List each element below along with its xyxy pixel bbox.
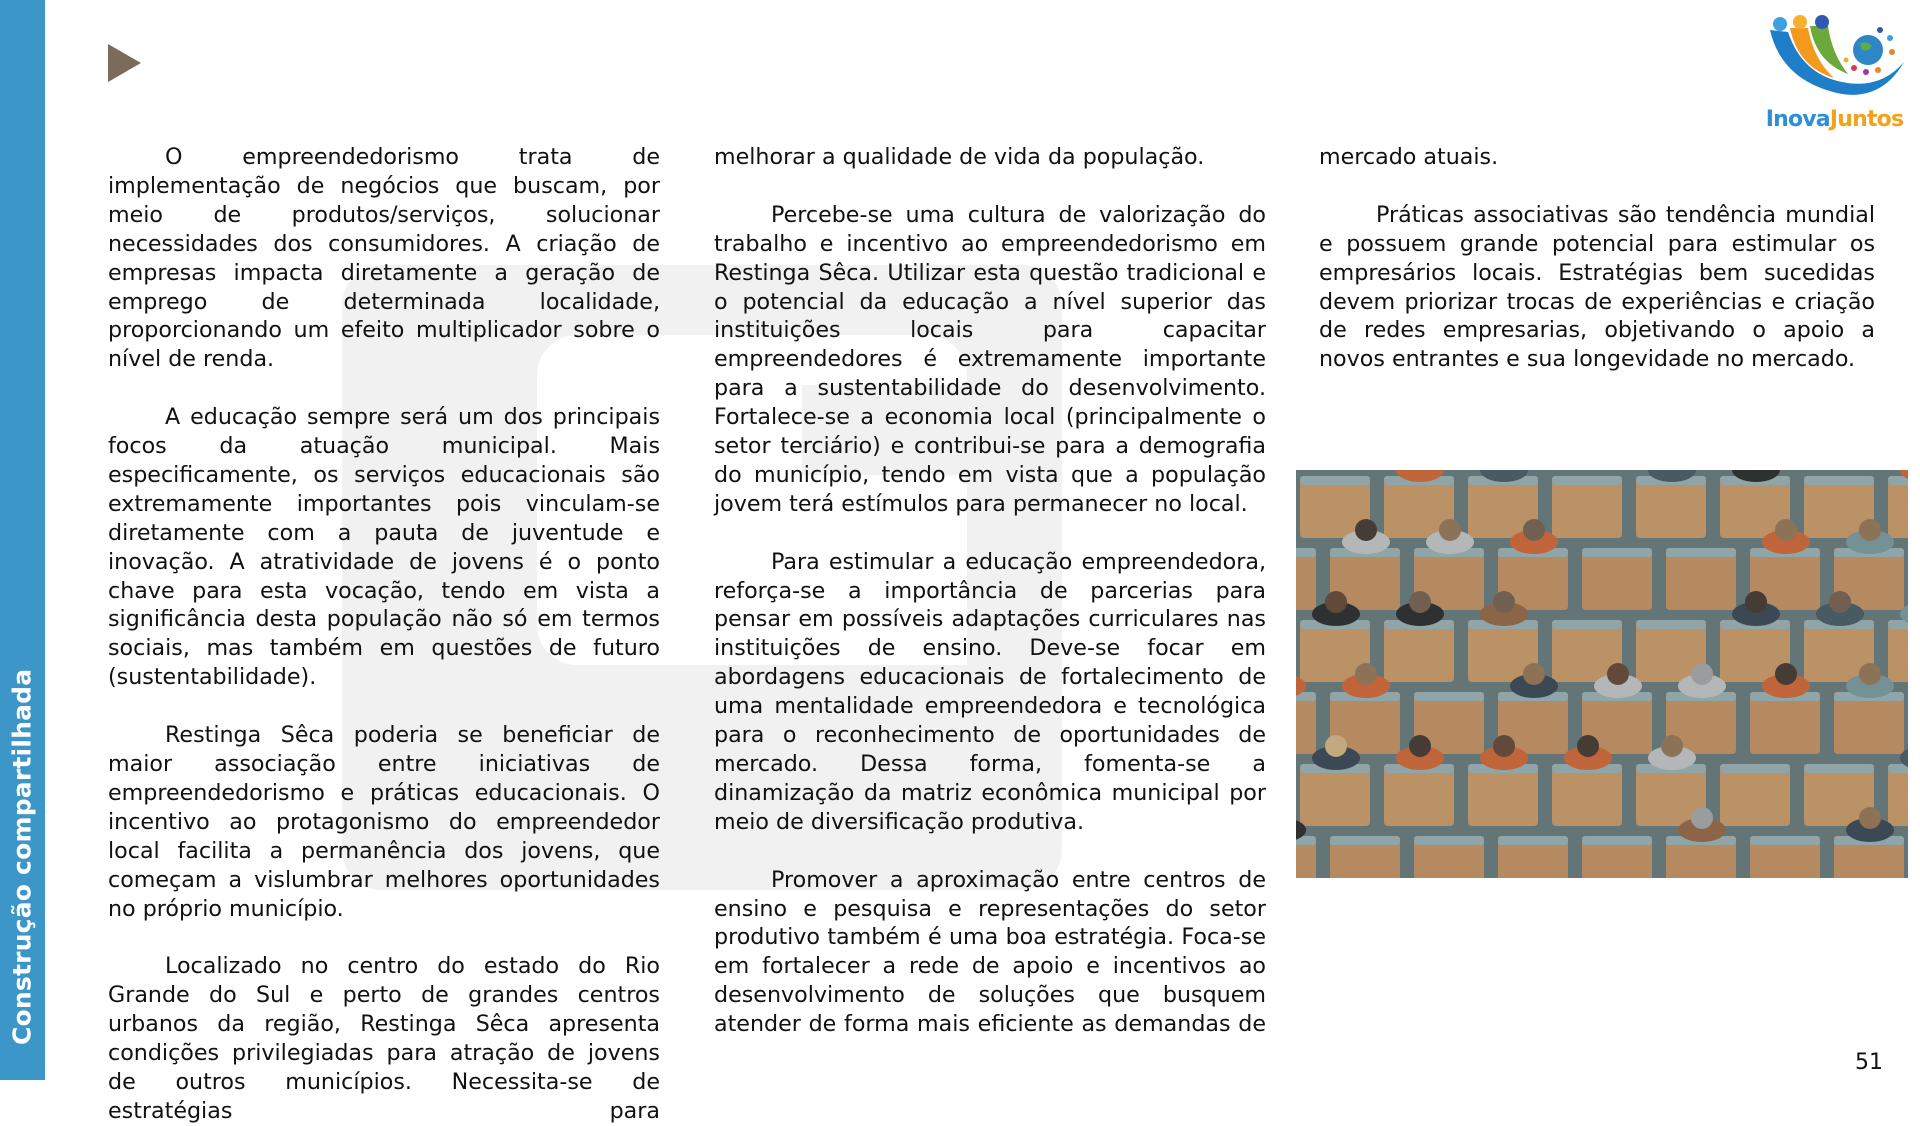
paragraph: O empreendedorismo trata de implementação de negócios que buscam, por meio de produtos/serviços, solucionar necessidades dos consumidores. A criação de empresas impacta diretamente a geração de emprego de determinada localidade, proporcionando um efeito multiplicador sobre o nível de renda. [108,144,660,373]
text-column-1 [108,143,660,1126]
logo-wordmark: InovaJuntos [1765,107,1904,132]
paragraph: Restinga Sêca poderia se beneficiar de maior associação entre iniciativas de empreendedorismo e práticas educacionais. O incentivo ao protagonismo do empreendedor local facilita a permanência dos jovens, que começam a vislumbrar melhores oportunidades no próprio município. [108,722,660,922]
play-triangle-icon [108,44,141,82]
paragraph: A educação sempre será um dos principais focos da atuação municipal. Mais especificamente, os serviços educacionais são extremamente importantes pois vinculam-se diretamente com a pauta de juventude e inovação. A atratividade de jovens é o ponto chave para esta vocação, tendo em vista a significância desta população não só em termos sociais, mas também em questões de futuro (sustentabilidade). [108,404,660,691]
paragraph: Localizado no centro do estado do Rio Grande do Sul e perto de grandes centros urbanos da região, Restinga Sêca apresenta condições privilegiadas para atração de jovens de outros municípios. Necessita-se de estratégias para [108,953,660,1124]
sidebar-section-title: Construção compartilhada [7,668,37,1045]
logo-emblem-icon [1762,12,1907,107]
paragraph: Percebe-se uma cultura de valorização do trabalho e incentivo ao empreendedorismo em Restinga Sêca. Utilizar esta questão tradicional e o potencial da educação a nível superior das instituições locais para capacitar empreendedores é extremamente importante para a sustentabilidade do desenvolvimento. Fortalece-se a economia local (principalmente o setor terciário) e contribui-se para a demografia do município, tendo em vista que a população jovem terá estímulos para permanecer no local. [714,201,1266,517]
auditorium-photo-illustration [1296,470,1908,878]
auditorium-photo [1296,470,1908,878]
sidebar-band [0,0,45,1080]
inovajuntos-logo [1762,12,1907,134]
photo-tint [1296,470,1908,878]
paragraph: Práticas associativas são tendência mundial e possuem grande potencial para estimular os empresários locais. Estratégias bem sucedidas devem priorizar trocas de experiências e criação de redes empresarias, objetivando o apoio a novos entrantes e sua longevidade no mercado. [1319,201,1875,373]
text-column-3 [1319,143,1875,374]
paragraph: melhorar a qualidade de vida da população. [714,144,1205,170]
paragraph: Promover a aproximação entre centros de ensino e pesquisa e representações do setor produtivo também é uma boa estratégia. Foca-se em fortalecer a rede de apoio e incentivos ao desenvolvimento de soluções que busquem atender de forma mais eficiente as demandas de [714,866,1266,1038]
text-column-2 [714,143,1266,1039]
paragraph: Para estimular a educação empreendedora, reforça-se a importância de parcerias para pensar em possíveis adaptações curriculares nas instituições de ensino. Deve-se focar em abordagens educacionais de fortalecimento de uma mentalidade empreendedora e tecnológica para o reconhecimento de oportunidades de mercado. Dessa forma, fomenta-se a dinamização da matriz econômica municipal por meio de diversificação produtiva. [714,548,1266,835]
page-number: 51 [1855,1050,1883,1075]
paragraph: mercado atuais. [1319,144,1499,170]
